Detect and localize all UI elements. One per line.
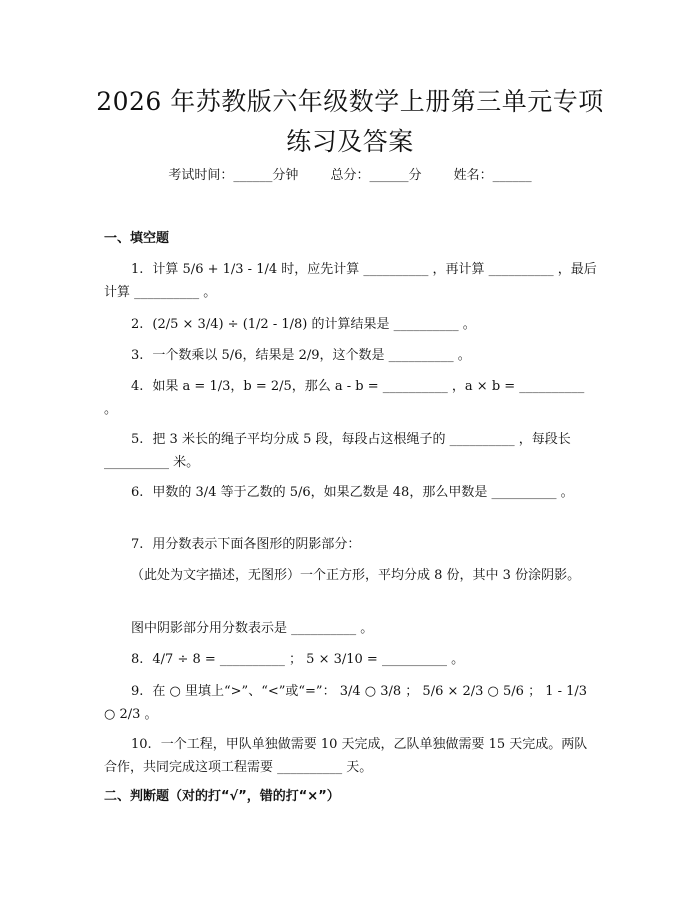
question-7	[104, 533, 598, 556]
question-number: 5.	[131, 432, 144, 447]
question-text: 计算 5/6 + 1/3 - 1/4 时，应先计算 __________ ，再计算 __________ ，最后计算 __________ 。	[104, 262, 597, 300]
question-text: （此处为文字描述，无图形）一个正方形，平均分成 8 份，其中 3 份涂阴影。	[131, 568, 581, 583]
question-text: 图中阴影部分用分数表示是 __________ 。	[131, 621, 374, 636]
question-6	[104, 481, 598, 504]
question-number: 8.	[131, 652, 144, 667]
question-number: 3.	[131, 348, 144, 363]
question-1	[104, 258, 598, 304]
question-text: 在 ○ 里填上“>”、“<”或“=”： 3/4 ○ 3/8 ； 5/6 × 2/3 ○ 5/6 ； 1 - 1/3 ○ 2/3 。	[104, 684, 588, 722]
title-line-1: 2026 年苏教版六年级数学上册第三单元专项	[96, 87, 604, 116]
question-text: 如果 a = 1/3，b = 2/5，那么 a - b = __________ ，a × b = __________ 。	[104, 379, 585, 417]
question-number: 7.	[131, 537, 144, 552]
section-1-heading: 一、填空题	[104, 231, 170, 246]
section-2-heading: 二、判断题（对的打“√”，错的打“×”）	[104, 789, 340, 804]
question-7-answer	[104, 617, 598, 640]
question-8	[104, 648, 598, 671]
question-text: 甲数的 3/4 等于乙数的 5/6，如果乙数是 48，那么甲数是 __________ 。	[152, 485, 574, 500]
question-text: 把 3 米长的绳子平均分成 5 段，每段占这根绳子的 __________ ，每段长 __________ 米。	[104, 432, 571, 470]
question-4	[104, 375, 598, 421]
question-5	[104, 428, 598, 474]
question-3	[104, 344, 598, 367]
exam-student-name: 姓名：______	[453, 168, 532, 183]
question-number: 1.	[131, 262, 144, 277]
question-number: 4.	[131, 379, 144, 394]
question-10	[104, 733, 598, 779]
question-2	[104, 313, 598, 336]
exam-info	[0, 166, 700, 186]
question-text: (2/5 × 3/4) ÷ (1/2 - 1/8) 的计算结果是 __________ 。	[152, 317, 476, 332]
question-text: 一个数乘以 5/6，结果是 2/9，这个数是 __________ 。	[152, 348, 471, 363]
question-text: 用分数表示下面各图形的阴影部分：	[152, 537, 361, 552]
question-9	[104, 680, 598, 726]
question-number: 6.	[131, 485, 144, 500]
title-line-2: 练习及答案	[286, 127, 414, 156]
question-text: 一个工程，甲队单独做需要 10 天完成，乙队单独做需要 15 天完成。两队合作，共同完成这项工程需要 __________ 天。	[104, 737, 588, 775]
question-number: 9.	[131, 684, 144, 699]
document-title	[60, 82, 640, 162]
question-number: 2.	[131, 317, 144, 332]
question-number: 10.	[131, 737, 152, 752]
question-text: 4/7 ÷ 8 = __________ ； 5 × 3/10 = __________ 。	[152, 652, 465, 667]
exam-total-score: 总分：______分	[330, 168, 422, 183]
exam-time: 考试时间：______分钟	[168, 168, 299, 183]
question-7-description	[104, 564, 598, 587]
